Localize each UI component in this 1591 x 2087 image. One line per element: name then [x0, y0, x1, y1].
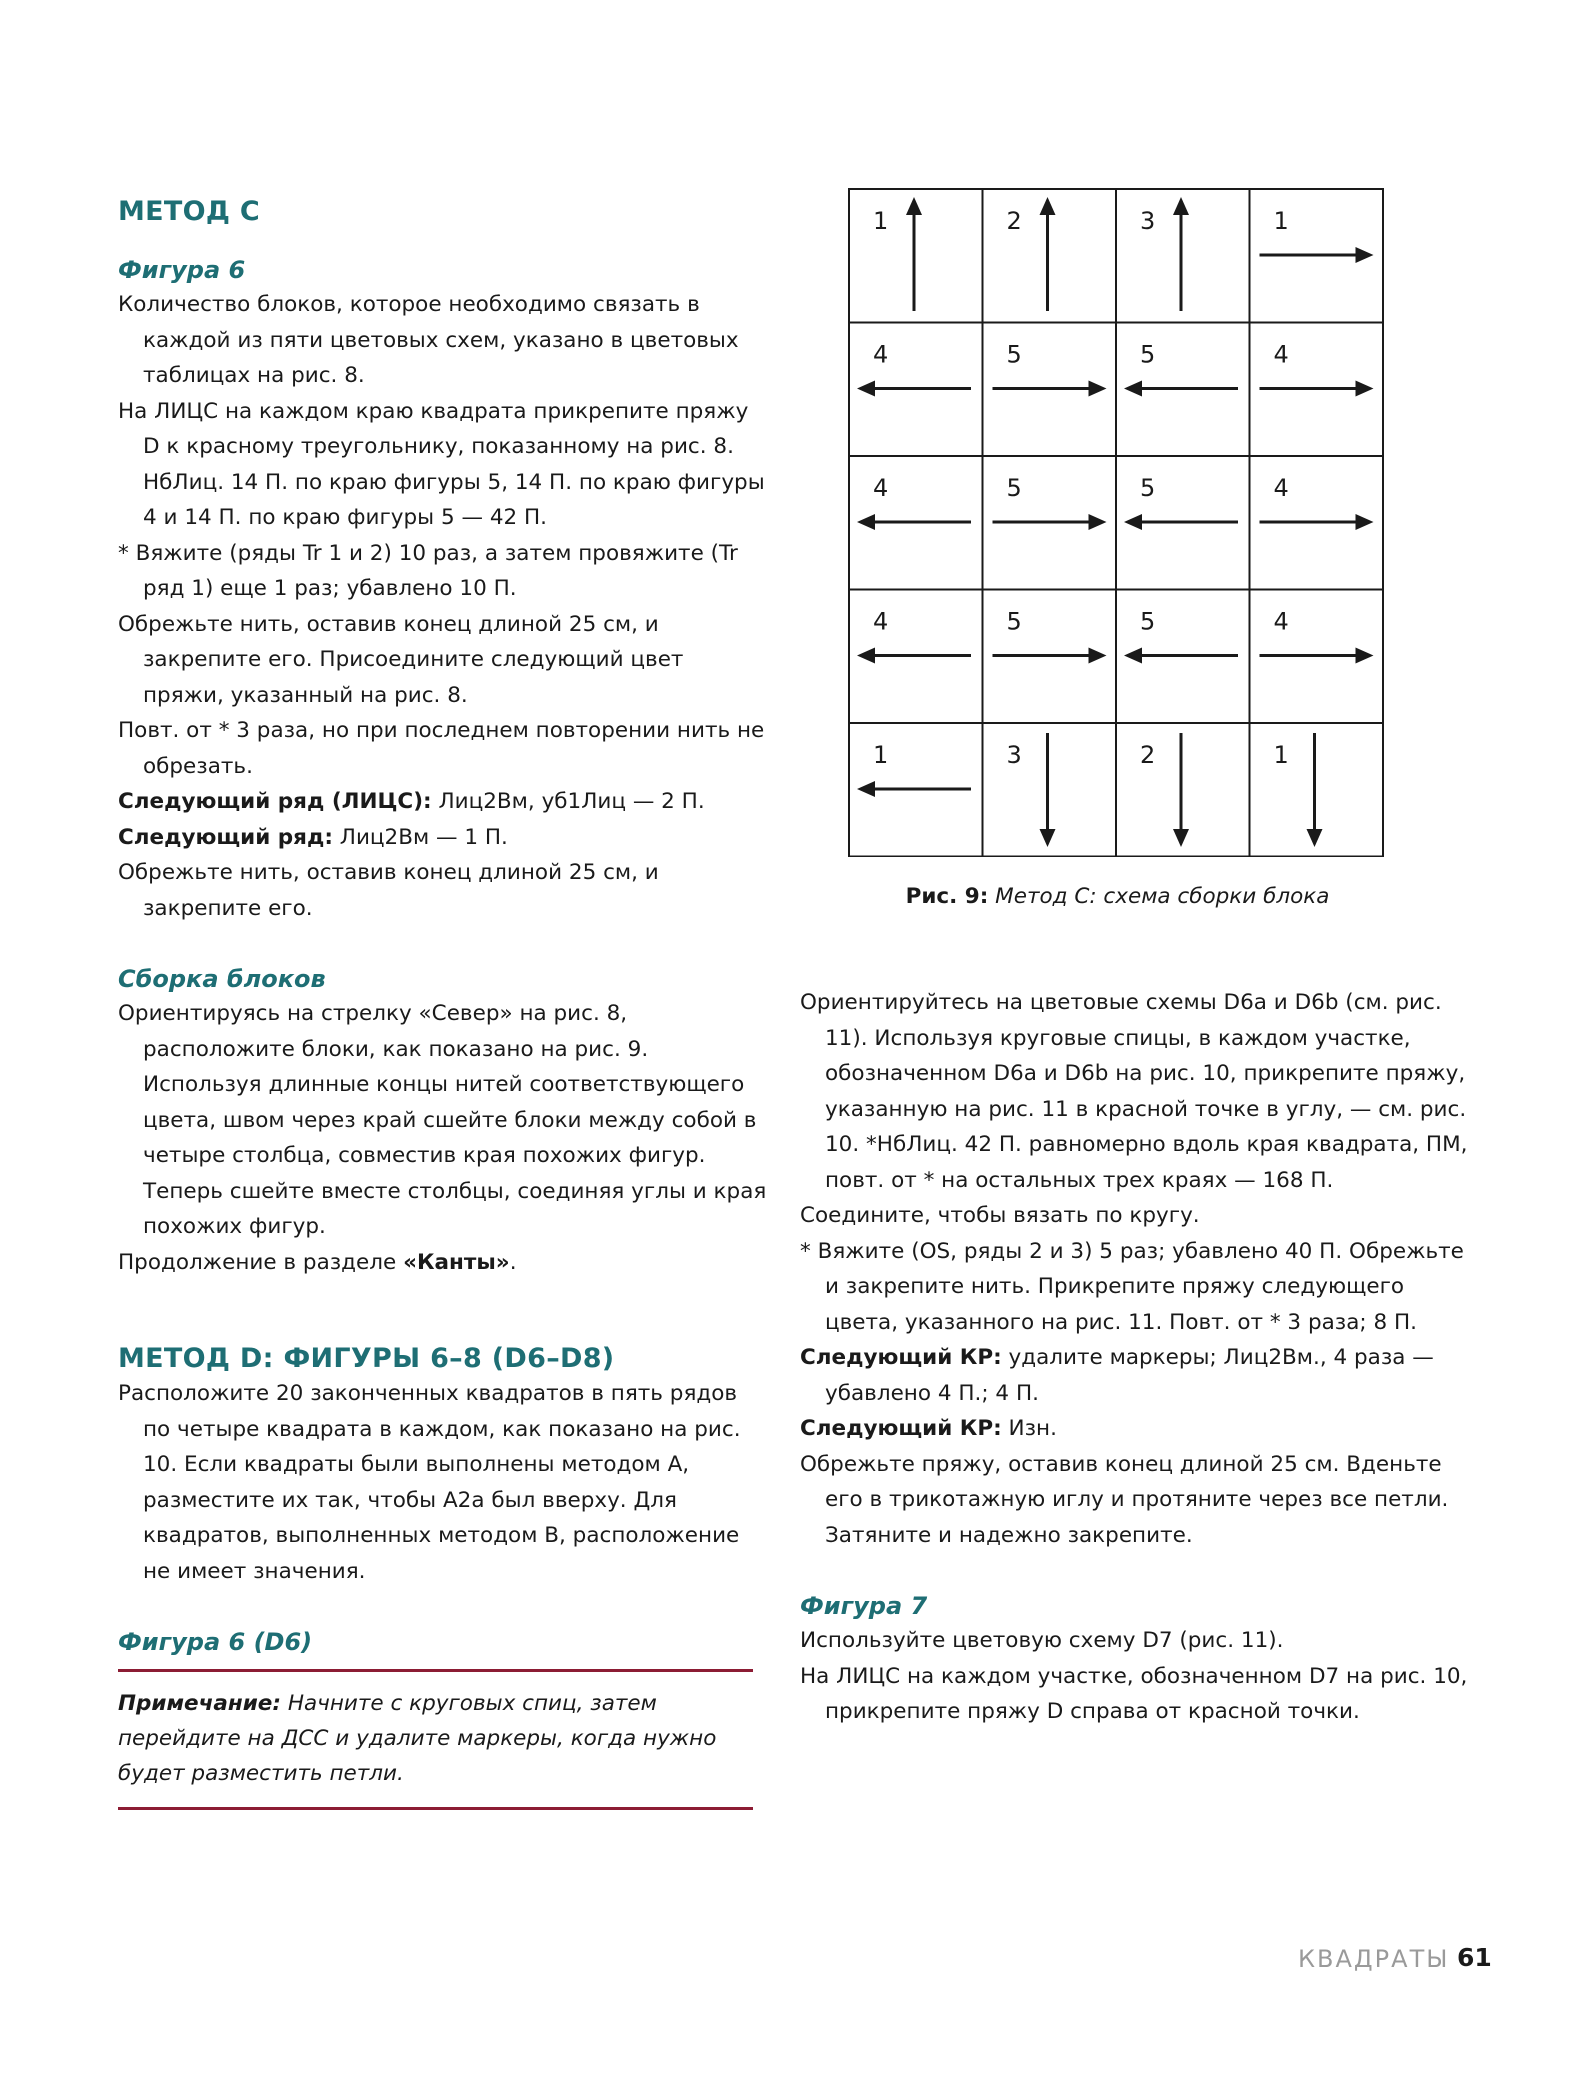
figure-6-heading: Фигура 6 [118, 256, 246, 284]
paragraph: Ориентируясь на стрелку «Север» на рис. 8, расположите блоки, как показано на рис. 9. Используя длинные концы нитей соответствующего цвета, швом через край сшейте блоки между собой в четыре столбца, совместив края похожих фигур. Теперь сшейте вместе столбцы, соединяя углы и края похожих фигур. [118, 1001, 767, 1239]
instruction-row [118, 784, 768, 820]
arrow-right-icon [1356, 648, 1374, 664]
arrow-left-icon [857, 514, 875, 530]
arrow-left-icon [857, 648, 875, 664]
left-column [118, 195, 768, 1810]
instruction-label: Следующий ряд (ЛИЦС): [118, 789, 432, 814]
method-d-heading: МЕТОД D: ФИГУРЫ 6–8 (D6–D8) [118, 1343, 615, 1374]
bold-reference: «Канты» [403, 1249, 510, 1275]
arrow-left-icon [857, 381, 875, 397]
caption-label: Рис. 9: [905, 884, 989, 909]
paragraph: На ЛИЦС на каждом участке, обозначенном D7 на рис. 10, прикрепите пряжу D справа от красной точки. [800, 1663, 1468, 1724]
paragraph: Ориентируйтесь на цветовые схемы D6a и D6b (см. рис. 11). Используя круговые спицы, в каждом участке, обозначенном D6a и D6b на рис. 10, прикрепите пряжу, указанную на рис. 11 в красной точке в углу, — см. рис. 10. *НбЛиц. 42 П. равномерно вдоль края квадрата, ПМ, повт. от * на остальных трех краях — 168 П. [800, 990, 1468, 1193]
arrow-down-icon [1040, 829, 1056, 847]
cell-number: 2 [1006, 207, 1022, 235]
paragraph: * Вяжите (ряды Tr 1 и 2) 10 раз, а затем провяжите (Tr ряд 1) еще 1 раз; убавлено 10 П. [118, 540, 738, 601]
caption-text: Метод С: схема сборки блока [988, 884, 1330, 909]
paragraph [118, 1245, 768, 1281]
figure-caption [800, 880, 1435, 914]
arrow-right-icon [1089, 648, 1107, 664]
arrow-right-icon [1089, 514, 1107, 530]
paragraph: Обрежьте нить, оставив конец длиной 25 см, и закрепите его. [118, 860, 659, 921]
arrow-up-icon [906, 197, 922, 215]
instruction-text: Лиц2Вм, уб1Лиц — 2 П. [431, 789, 705, 814]
cell-number: 5 [1006, 474, 1022, 502]
arrow-right-icon [1356, 381, 1374, 397]
arrow-left-icon [1124, 381, 1142, 397]
paragraph: Соедините, чтобы вязать по кругу. [800, 1203, 1200, 1228]
paragraph: Расположите 20 законченных квадратов в пять рядов по четыре квадрата в каждом, как показано на рис. 10. Если квадраты были выполнены методом А, разместите их так, чтобы A2a был вверху. Для квадратов, выполненных методом B, расположение не имеет значения. [118, 1381, 741, 1584]
cell-number: 4 [1273, 340, 1289, 369]
figure-7-heading: Фигура 7 [800, 1592, 928, 1620]
paragraph: * Вяжите (OS, ряды 2 и 3) 5 раз; убавлено 40 П. Обрежьте и закрепите нить. Прикрепите пряжу следующего цвета, указанного на рис. 11. Повт. от * 3 раза; 8 П. [800, 1238, 1464, 1335]
arrow-up-icon [1040, 197, 1056, 215]
cell-number: 1 [1273, 207, 1289, 235]
note-text: Начните с круговых спиц, затем перейдите на ДСС и удалите маркеры, когда нужно будет разместить петли. [118, 1691, 717, 1786]
cell-number: 4 [873, 474, 889, 502]
arrow-down-icon [1307, 829, 1323, 847]
paragraph: Используйте цветовую схему D7 (рис. 11). [800, 1628, 1284, 1653]
block-assembly-diagram [847, 187, 1385, 857]
assembly-heading: Сборка блоков [118, 965, 326, 993]
instruction-row [800, 1340, 1470, 1411]
cell-number: 5 [1006, 340, 1022, 369]
instruction-label: Следующий КР: [800, 1345, 1002, 1370]
cell-number: 1 [873, 741, 889, 769]
cell-number: 5 [1140, 474, 1156, 502]
instruction-label: Следующий КР: [800, 1416, 1002, 1441]
instruction-label: Следующий ряд: [118, 824, 333, 850]
arrow-up-icon [1173, 197, 1189, 215]
note-label: Примечание: [118, 1691, 281, 1716]
right-column [800, 985, 1470, 1730]
figure-6-d6-heading: Фигура 6 (D6) [118, 1628, 313, 1656]
cell-number: 5 [1140, 340, 1156, 369]
method-c-heading: МЕТОД С [118, 196, 261, 227]
cell-number: 3 [1006, 741, 1022, 769]
arrow-right-icon [1356, 514, 1374, 530]
cell-number: 3 [1140, 207, 1156, 235]
instruction-text: Лиц2Вм — 1 П. [332, 824, 508, 850]
cell-number: 1 [1273, 741, 1289, 769]
page-number: 61 [1457, 1943, 1492, 1972]
instruction-text: Изн. [1001, 1416, 1057, 1441]
cell-number: 4 [873, 607, 889, 636]
cell-number: 2 [1140, 741, 1156, 769]
paragraph-text: . [509, 1249, 517, 1275]
cell-number: 4 [1273, 474, 1289, 502]
paragraph: Повт. от * 3 раза, но при последнем повторении нить не обрезать. [118, 718, 765, 779]
note-box [118, 1669, 753, 1810]
paragraph: Обрежьте пряжу, оставив конец длиной 25 см. Вденьте его в трикотажную иглу и протяните через все петли. Затяните и надежно закрепите. [800, 1451, 1449, 1548]
paragraph: Количество блоков, которое необходимо связать в каждой из пяти цветовых схем, указано в цветовых таблицах на рис. 8. [118, 292, 739, 388]
arrow-right-icon [1356, 247, 1374, 263]
instruction-row [118, 820, 768, 856]
cell-number: 5 [1140, 607, 1156, 636]
paragraph-text: Продолжение в разделе [118, 1249, 404, 1275]
paragraph: На ЛИЦС на каждом краю квадрата прикрепите пряжу D к красному треугольнику, показанному на рис. 8. НбЛиц. 14 П. по краю фигуры 5, 14 П. по краю фигуры 4 и 14 П. по краю фигуры 5 — 42 П. [118, 398, 765, 530]
running-footer-section: КВАДРАТЫ [1298, 1945, 1450, 1973]
arrow-right-icon [1089, 381, 1107, 397]
arrow-left-icon [1124, 648, 1142, 664]
cell-number: 5 [1006, 607, 1022, 636]
cell-number: 4 [1273, 607, 1289, 636]
cell-number: 1 [873, 207, 889, 235]
instruction-row [800, 1411, 1470, 1447]
cell-number: 4 [873, 340, 889, 369]
instruction-text: удалите маркеры; Лиц2Вм., 4 раза — убавлено 4 П.; 4 П. [825, 1345, 1434, 1406]
arrow-left-icon [857, 781, 875, 797]
paragraph: Обрежьте нить, оставив конец длиной 25 см, и закрепите его. Присоедините следующий цвет пряжи, указанный на рис. 8. [118, 611, 684, 708]
arrow-left-icon [1124, 514, 1142, 530]
arrow-down-icon [1173, 829, 1189, 847]
